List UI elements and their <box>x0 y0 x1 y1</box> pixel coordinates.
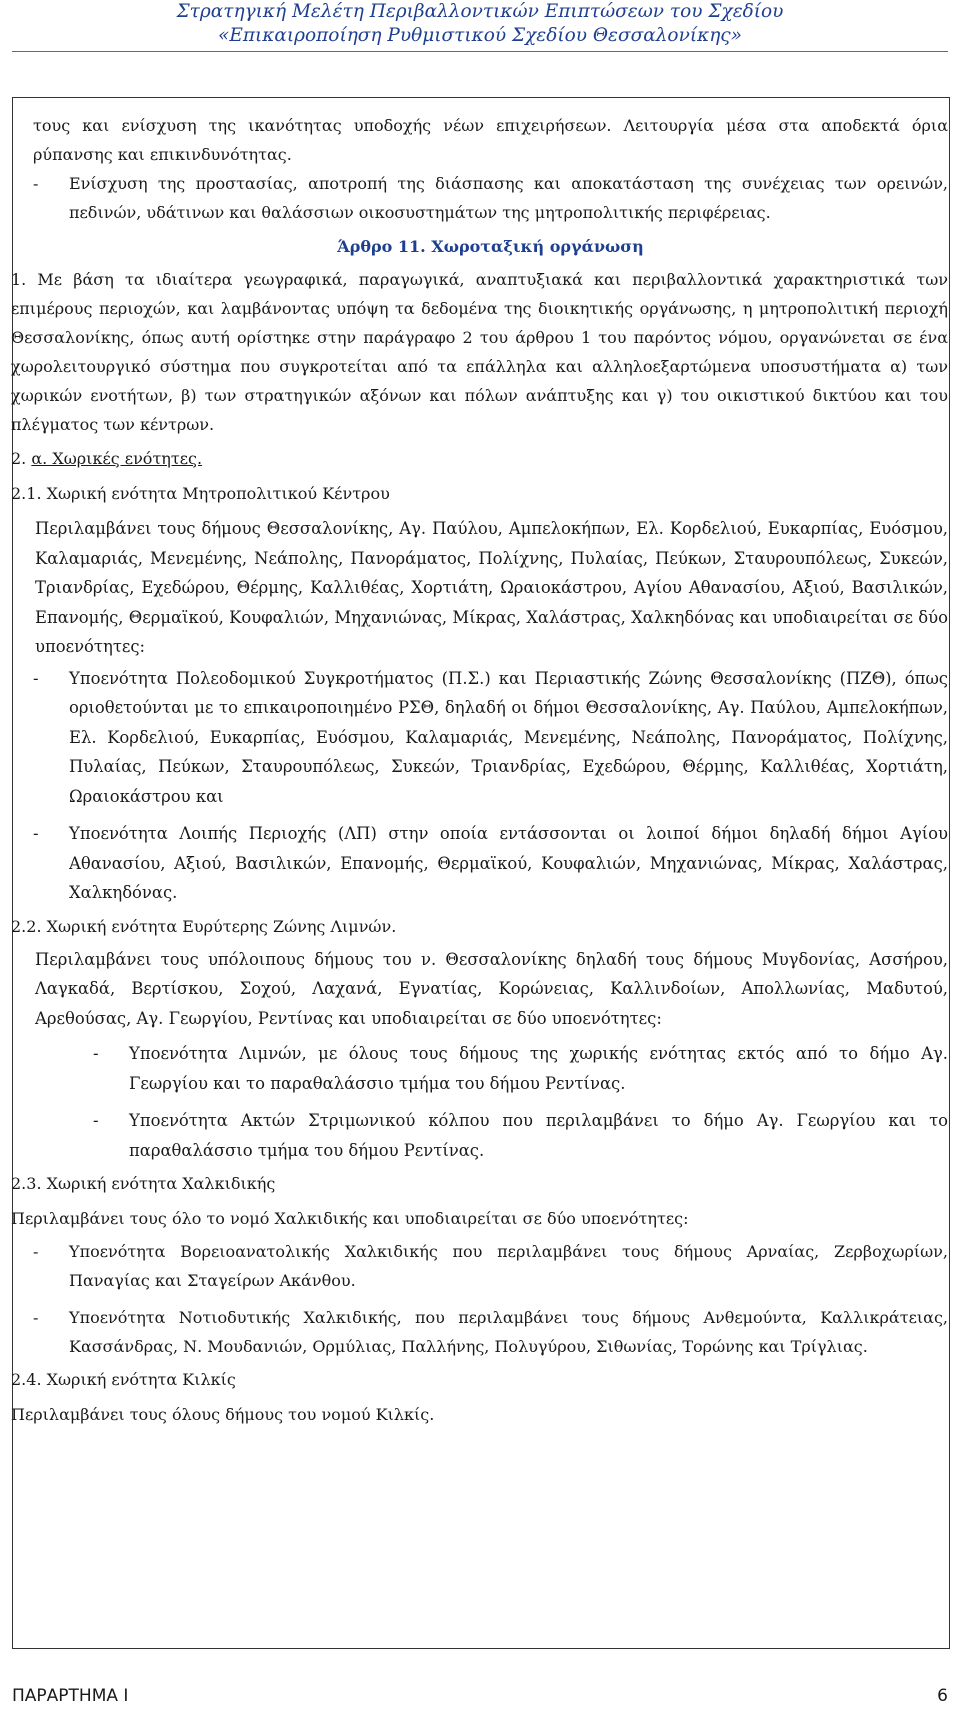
bullet-text: Υποενότητα Λοιπής Περιοχής (ΛΠ) στην οποία εντάσσονται οι λοιποί δήμοι δηλαδή δήμοι Αγίου Αθανασίου, Αξιού, Βασιλικών, Επανομής, Θερμαϊκού, Κουφαλιών, Μηχανιώνας, Μίκρας, Χαλάστρας, Χαλκηδόνας. <box>69 824 948 902</box>
section-2-2-title: 2.2. Χωρική ενότητα Ευρύτερης Ζώνης Λιμνών. <box>11 916 397 936</box>
header-divider <box>12 51 948 52</box>
section-2-3-bullet-2 <box>33 1303 948 1361</box>
section-2-3-title: 2.3. Χωρική ενότητα Χαλκιδικής <box>11 1174 276 1193</box>
bullet-dash: - <box>33 1308 39 1327</box>
bullet-text: Υποενότητα Ακτών Στριμωνικού κόλπου που περιλαμβάνει το δήμο Αγ. Γεωργίου και το παραθαλάσσιο τμήμα του δήμου Ρεντίνας. <box>129 1111 948 1160</box>
bullet-text: Ενίσχυση της προστασίας, αποτροπή της διάσπασης και αποκατάσταση της συνέχειας των ορεινών, πεδινών, υδάτινων και θαλάσσιων οικοσυστημάτων της μητροπολιτικής περιφέρειας. <box>69 174 948 222</box>
document-body <box>11 111 948 1429</box>
bullet-text: Υποενότητα Βορειοανατολικής Χαλκιδικής που περιλαμβάνει τους δήμους Αρναίας, Ζερβοχωρίων, Παναγίας και Σταγείρων Ακάνθου. <box>69 1242 948 1290</box>
header-line-2: «Επικαιροποίηση Ρυθμιστικού Σχεδίου Θεσσαλονίκης» <box>218 25 742 46</box>
bullet-dash: - <box>93 1111 99 1130</box>
bullet-dash: - <box>33 668 39 688</box>
bullet-dash: - <box>93 1044 99 1063</box>
bullet-dash: - <box>33 174 39 193</box>
bullet-text: Υποενότητα Λιμνών, με όλους τους δήμους της χωρικής ενότητας εκτός από το δήμο Αγ. Γεωργίου και το παραθαλάσσιο τμήμα του δήμου Ρεντίνας. <box>129 1044 948 1093</box>
bullet-protection <box>33 169 948 227</box>
section-2-2-bullet-2 <box>93 1106 948 1165</box>
section-2-4-text: Περιλαμβάνει τους όλους δήμους του νομού Κιλκίς. <box>11 1405 435 1424</box>
bullet-text: Υποενότητα Νοτιοδυτικής Χαλκιδικής, που περιλαμβάνει τους δήμους Ανθεμούντα, Καλλικράτειας, Κασσάνδρας, Ν. Μουδανιών, Ορμύλιας, Παλλήνης, Πολυγύρου, Σιθωνίας, Τορώνης και Τρίγλιας. <box>69 1308 948 1356</box>
bullet-dash: - <box>33 1242 39 1261</box>
section-2-3-text: Περιλαμβάνει τους όλο το νομό Χαλκιδικής και υποδιαιρείται σε δύο υποενότητες: <box>11 1209 689 1228</box>
section-2-1-bullet-2 <box>33 819 948 908</box>
section-2-title: α. Χωρικές ενότητες. <box>31 449 203 468</box>
page-header <box>0 0 960 48</box>
section-2-number: 2. <box>11 449 32 468</box>
bullet-dash: - <box>33 824 39 843</box>
section-2-2-text: Περιλαμβάνει τους υπόλοιπους δήμους του ν. Θεσσαλονίκης δηλαδή τους δήμους Μυγδονίας, Ασσήρου, Λαγκαδά, Βερτίσκου, Σοχού, Λαχανά, Εγνατίας, Κορώνειας, Καλλινδοίων, Απολλωνίας, Μαδυτού, Αρεθούσας, Αγ. Γεωργίου, Ρεντίνας και υποδιαιρείται σε δύο υποενότητες: <box>35 949 948 1028</box>
section-2-3-bullet-1 <box>33 1237 948 1295</box>
bullet-text: Υποενότητα Πολεοδομικού Συγκροτήματος (Π.Σ.) και Περιαστικής Ζώνης Θεσσαλονίκης (ΠΖΘ), όπως οριοθετούνται με το επικαιροποιημένο ΡΣΘ, δηλαδή οι δήμοι Θεσσαλονίκης, Αγ. Παύλου, Αμπελοκήπων, Ελ. Κορδελιού, Ευκαρπίας, Ευόσμου, Καλαμαριάς, Μενεμένης, Νεάπολης, Πανοράματος, Πολίχνης, Πυλαίας, Πεύκων, Σταυρουπόλεως, Συκεών, Τριανδρίας, Εχεδώρου, Θέρμης, Καλλιθέας, Χορτιάτη, Ωραιοκάστρου και <box>69 668 948 806</box>
section-2-1-text: Περιλαμβάνει τους δήμους Θεσσαλονίκης, Αγ. Παύλου, Αμπελοκήπων, Ελ. Κορδελιού, Ευκαρπίας, Ευόσμου, Καλαμαριάς, Μενεμένης, Νεάπολης, Πανοράματος, Πολίχνης, Πυλαίας, Πεύκων, Σταυρουπόλεως, Συκεών, Τριανδρίας, Εχεδώρου, Θέρμης, Καλλιθέας, Χορτιάτη, Ωραιοκάστρου, Αγίου Αθανασίου, Αξιού, Βασιλικών, Επανομής, Θερμαϊκού, Κουφαλιών, Μηχανιώνας, Μίκρας, Χαλάστρας, Χαλκηδόνας και υποδιαιρείται σε δύο υποενότητες: <box>35 519 948 656</box>
section-2-4-title: 2.4. Χωρική ενότητα Κιλκίς <box>11 1370 236 1389</box>
continued-paragraph: τους και ενίσχυση της ικανότητας υποδοχής νέων επιχειρήσεων. Λειτουργία μέσα στα αποδεκτά όρια ρύπανσης και επικινδυνότητας. <box>33 116 948 164</box>
section-2-1-bullet-1 <box>33 664 948 812</box>
section-2-heading <box>11 444 948 473</box>
page-number: 6 <box>937 1686 948 1706</box>
paragraph-1: 1. Με βάση τα ιδιαίτερα γεωγραφικά, παραγωγικά, αναπτυξιακά και περιβαλλοντικά χαρακτηριστικά των επιμέρους περιοχών, και λαμβάνοντας υπόψη τα δεδομένα της διοικητικής οργάνωσης, η μητροπολιτική περιοχή Θεσσαλονίκης, όπως αυτή ορίστηκε στην παράγραφο 2 του άρθρου 1 του παρόντος νόμου, οργανώνεται σε ένα χωρολειτουργικό σύστημα που συγκροτείται από τα επάλληλα και αλληλοεξαρτώμενα υποσυστήματα α) των χωρικών ενοτήτων, β) των στρατηγικών αξόνων και πόλων ανάπτυξης και γ) του οικιστικού δικτύου και του πλέγματος των κέντρων. <box>11 270 948 434</box>
section-2-1-title: 2.1. Χωρική ενότητα Μητροπολιτικού Κέντρου <box>11 484 390 503</box>
article-title: Άρθρο 11. Χωροταξική οργάνωση <box>337 237 644 256</box>
section-2-2-bullet-1 <box>93 1039 948 1098</box>
header-line-1: Στρατηγική Μελέτη Περιβαλλοντικών Επιπτώσεων του Σχεδίου <box>176 1 784 22</box>
footer-annex: ΠΑΡΑΡΤΗΜΑ Ι <box>12 1686 129 1706</box>
